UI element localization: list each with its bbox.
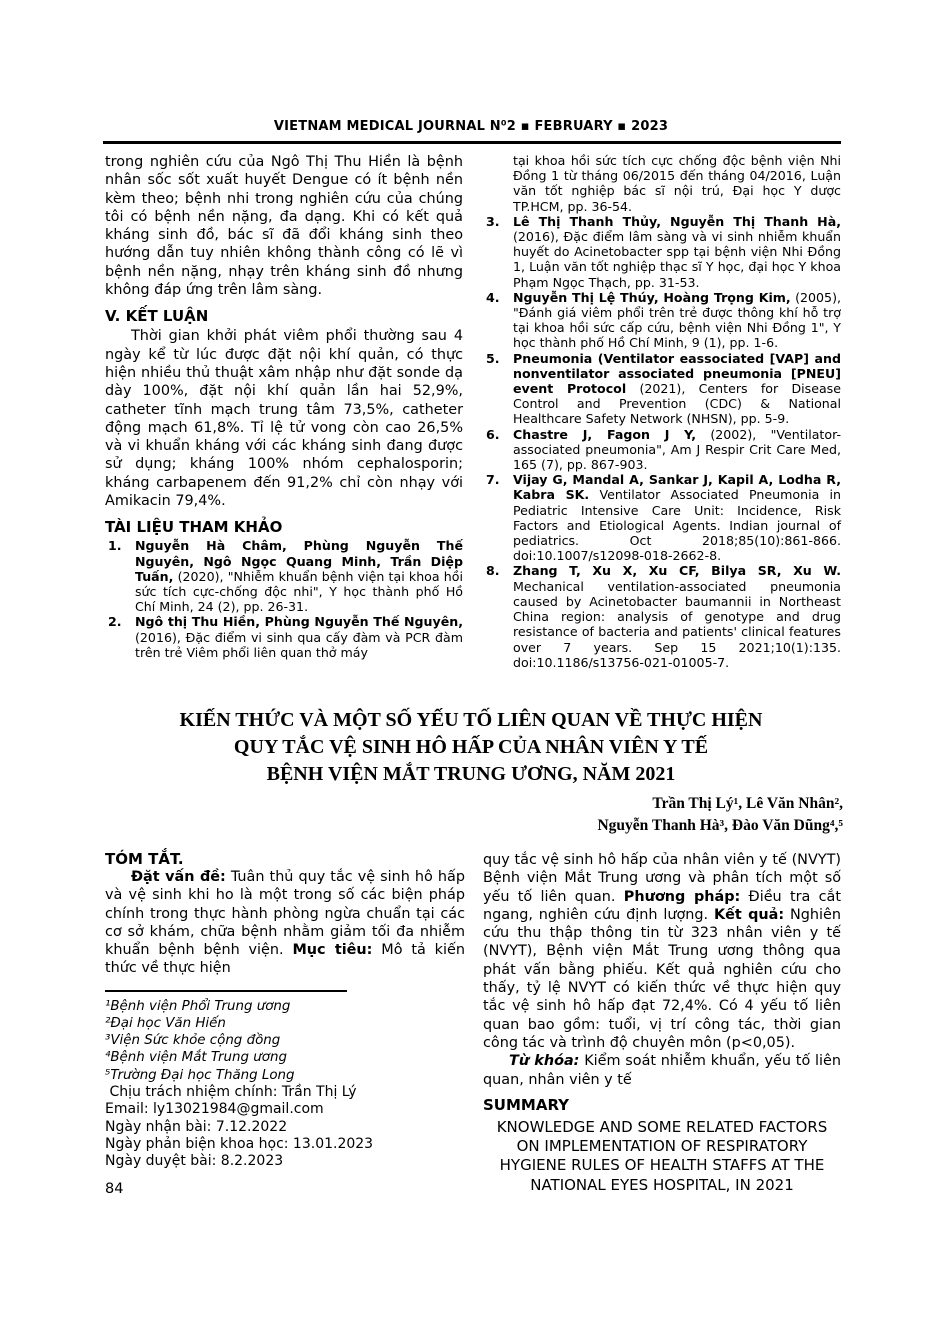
abstract-label-ket-qua: Kết quả:	[713, 906, 785, 923]
reference-item	[483, 351, 841, 427]
header-rule	[103, 141, 841, 144]
reference-authors: Ngô thị Thu Hiền, Phùng Nguyễn Thế Nguyên,	[135, 614, 463, 630]
abstract-paragraph-left	[105, 868, 465, 978]
reference-authors: Vijay G, Mandal A, Sankar J, Kapil A, Lodha R, Kabra SK.	[513, 472, 841, 503]
abstract-text-3: quy tắc vệ sinh hô hấp của nhân viên y tế (NVYT) Bệnh viện Mắt Trung ương và phân tích một số yếu tố liên quan.	[483, 852, 841, 905]
reference-item	[483, 427, 841, 473]
keywords-label: Từ khóa:	[509, 1053, 580, 1070]
reference-item	[483, 290, 841, 351]
reference-authors: Pneumonia (Ventilator eassociated [VAP] and nonventilator associated pneumonia [PNEU] event Protocol	[513, 350, 841, 397]
article-title-line1: KIẾN THỨC VÀ MỘT SỐ YẾU TỐ LIÊN QUAN VỀ THỰC HIỆN	[179, 709, 763, 731]
reference-authors: Chastre J, Fagon J Y,	[513, 426, 696, 442]
abstract-label-dat-van-de: Đặt vấn đề:	[131, 869, 226, 885]
article-title-line3: BỆNH VIỆN MẮT TRUNG ƯƠNG, NĂM 2021	[266, 763, 676, 785]
keywords-text: Kiểm soát nhiễm khuẩn, yếu tố liên quan, nhân viên y tế	[483, 1053, 841, 1088]
conclusion-heading: V. KẾT LUẬN	[105, 307, 209, 326]
abstract-text-2: Mô tả kiến thức về thực hiện	[105, 942, 465, 977]
authors-line2: Nguyễn Thanh Hà³, Đào Văn Dũng⁴,⁵	[597, 816, 843, 834]
page-number: 84	[105, 1181, 124, 1197]
column-bottom-left	[105, 850, 465, 1171]
reference-continuation: tại khoa hồi sức tích cực chống độc bệnh viện Nhi Đồng 1 từ tháng 06/2015 đến tháng 04/2016, Luận văn tốt nghiệp bác sĩ nội trú, Đại học Y dược TP.HCM, pp. 36-54.	[513, 153, 841, 214]
closing-paragraph: trong nghiên cứu của Ngô Thị Thu Hiền là bệnh nhân sốc sốt xuất huyết Dengue có ít bệnh nền kèm theo; bệnh nhi trong nghiên cứu của chúng tôi có bệnh nền nặng, đa dạng. Khi có kết quả kháng sinh đồ, bác sĩ đã đổi kháng sinh theo hướng dẫn tuy nhiên không thành công có lẽ vì bệnh nền nặng, nhạy trên kháng sinh đồ nhưng không đáp ứng trên lâm sàng.	[105, 154, 463, 299]
reference-number: 7.	[486, 472, 500, 488]
abstract-label-phuong-phap: Phương pháp:	[623, 888, 741, 905]
reference-number: 4.	[486, 289, 500, 305]
article-title-line2: QUY TẮC VỆ SINH HÔ HẤP CỦA NHÂN VIÊN Y TẾ	[233, 736, 709, 758]
reference-number: 5.	[486, 350, 500, 366]
column-bottom-right	[483, 851, 841, 1195]
article-authors	[441, 793, 843, 836]
abstract-text-4: Điều tra cắt ngang, nghiên cứu định lượng.	[483, 888, 841, 923]
email-line: Email: ly13021984@gmail.com	[105, 1101, 324, 1118]
abstract-heading: TÓM TẮT.	[105, 850, 184, 868]
reference-number: 3.	[486, 213, 500, 229]
reference-authors: Nguyễn Hà Châm, Phùng Nguyễn Thế Nguyên, Ngô Ngọc Quang Minh, Trần Diệp Tuấn,	[135, 538, 463, 584]
reference-item	[105, 538, 463, 614]
footnote-affiliation: ¹Bệnh viện Phổi Trung ương	[105, 998, 291, 1014]
reference-text: (2002), "Ventilator-associated pneumonia", Am J Respir Crit Care Med, 165 (7), pp. 867-903.	[513, 426, 841, 473]
summary-title: KNOWLEDGE AND SOME RELATED FACTORS ON IMPLEMENTATION OF RESPIRATORY HYGIENE RULES OF HEALTH STAFFS AT THE NATIONAL EYES HOSPITAL, IN 2021	[496, 1117, 828, 1194]
reference-number: 6.	[486, 426, 500, 442]
footnote-affiliation: ³Viện Sức khỏe cộng đồng	[105, 1033, 281, 1049]
received-date-line: Ngày nhận bài: 7.12.2022	[105, 1118, 288, 1135]
abstract-text-5: Nghiên cứu thu thập thông tin từ 323 nhân viên y tế (NVYT), Bệnh viện Mắt Trung ương thông qua phát vấn bằng phiếu. Kết quả nghiên cứu cho thấy, tỷ lệ NVYT có kiến thức về thực hiện quy tắc vệ sinh hô hấp đạt 72,4%. Có 4 yếu tố liên quan bao gồm: tuổi, vị trí công tác, thời gian công tác và trình độ chuyên môn (p<0,05).	[483, 906, 842, 1051]
reference-text: (2005), "Đánh giá viêm phổi trên trẻ được thông khí hỗ trợ tại khoa hồi sức cấp cứu, bệnh viện Nhi Đồng 1", Y học thành phố Hồ Chí Minh, 9 (1), pp. 1-6.	[513, 289, 841, 351]
reference-item	[105, 614, 463, 660]
reference-text: Ventilator Associated Pneumonia in Pediatric Intensive Care Unit: Incidence, Risk Factors and Etiological Agents. Indian journal of pediatrics. Oct 2018;85(10):861-866. doi:10.1007/s12098-018-2662-8.	[513, 487, 841, 564]
summary-heading: SUMMARY	[483, 1095, 570, 1114]
footnote-affiliation: ⁵Trường Đại học Thăng Long	[105, 1067, 295, 1083]
reference-authors: Lê Thị Thanh Thủy, Nguyễn Thị Thanh Hà,	[513, 213, 841, 229]
column-top-right	[483, 153, 841, 670]
keywords-paragraph	[483, 1052, 841, 1089]
article-title	[60, 707, 882, 788]
reference-number: 2.	[108, 614, 122, 630]
footnote-separator	[105, 990, 347, 992]
accepted-date-line: Ngày duyệt bài: 8.2.2023	[105, 1153, 284, 1170]
reference-text: (2016), Đặc điểm vi sinh qua cấy đàm và PCR đàm trên trẻ Viêm phổi liên quan thở máy	[135, 629, 463, 660]
reference-authors: Nguyễn Thị Lệ Thúy, Hoàng Trọng Kim,	[513, 289, 791, 305]
column-top-left	[105, 153, 463, 660]
references-heading: TÀI LIỆU THAM KHẢO	[105, 518, 283, 537]
reference-number: 8.	[486, 563, 500, 579]
reference-number: 1.	[108, 538, 122, 554]
reference-item	[483, 472, 841, 563]
reference-item	[483, 563, 841, 669]
journal-header: VIETNAM MEDICAL JOURNAL N⁰2 ▪ FEBRUARY ▪ 2023	[273, 119, 669, 134]
reference-item	[483, 214, 841, 290]
footnote-affiliation: ²Đại học Văn Hiến	[105, 1015, 226, 1031]
reviewed-date-line: Ngày phản biện khoa học: 13.01.2023	[105, 1136, 374, 1153]
authors-line1: Trần Thị Lý¹, Lê Văn Nhân²,	[652, 795, 843, 812]
footnote-affiliation: ⁴Bệnh viện Mắt Trung ương	[105, 1050, 287, 1066]
reference-authors: Zhang T, Xu X, Xu CF, Bilya SR, Xu W.	[513, 563, 841, 579]
reference-text: Mechanical ventilation-associated pneumonia caused by Acinetobacter baumannii in Northeast China region: analysis of genotype and drug resistance of bacteria and patients' clinical features over 7 years. Sep 15 2021;10(1):135. doi:10.1186/s13756-021-01005-7.	[513, 578, 841, 670]
abstract-paragraph-right	[483, 851, 841, 1052]
corresponding-author-line: Chịu trách nhiệm chính: Trần Thị Lý	[105, 1083, 357, 1100]
reference-text: (2021), Centers for Disease Control and Prevention (CDC) & National Healthcare Safety Network (NHSN), pp. 5-9.	[513, 381, 841, 427]
abstract-label-muc-tieu: Mục tiêu:	[292, 942, 373, 959]
conclusion-paragraph: Thời gian khởi phát viêm phổi thường sau 4 ngày kể từ lúc được đặt nội khí quản, có thực hiện nhiều thủ thuật xâm nhập như đặt sonde dạ dày 100%, đặt nội khí quản lần hai 52,9%, catheter tĩnh mạch trung tâm 73,5%, catheter động mạch 61,8%. Tỉ lệ tử vong còn cao 26,5% và vi khuẩn kháng với các kháng sinh đang được sử dụng; kháng 100% nhóm cephalosporin; kháng carbapenem đến 91,2% chỉ còn nhạy với Amikacin 79,4%.	[105, 328, 463, 510]
abstract-text-1: Tuân thủ quy tắc vệ sinh hô hấp và vệ sinh khi ho là một trong số các biện pháp chính trong thực hành phòng ngừa chuẩn tại các cơ sở khám, chữa bệnh nhằm giảm tối đa nhiễm khuẩn bệnh bệnh viện.	[105, 869, 465, 959]
reference-text: (2016), Đặc điểm lâm sàng và vi sinh nhiễm khuẩn huyết do Acinetobacter spp tại bệnh viện Nhi Đồng 1, Luận văn tốt nghiệp thạc sĩ Y học, đại học Y khoa Phạm Ngọc Thạch, pp. 31-53.	[513, 229, 841, 290]
reference-text: (2020), "Nhiễm khuẩn bệnh viện tại khoa hồi sức tích cực-chống độc nhi", Y học thành phố Hồ Chí Minh, 24 (2), pp. 26-31.	[135, 568, 463, 615]
